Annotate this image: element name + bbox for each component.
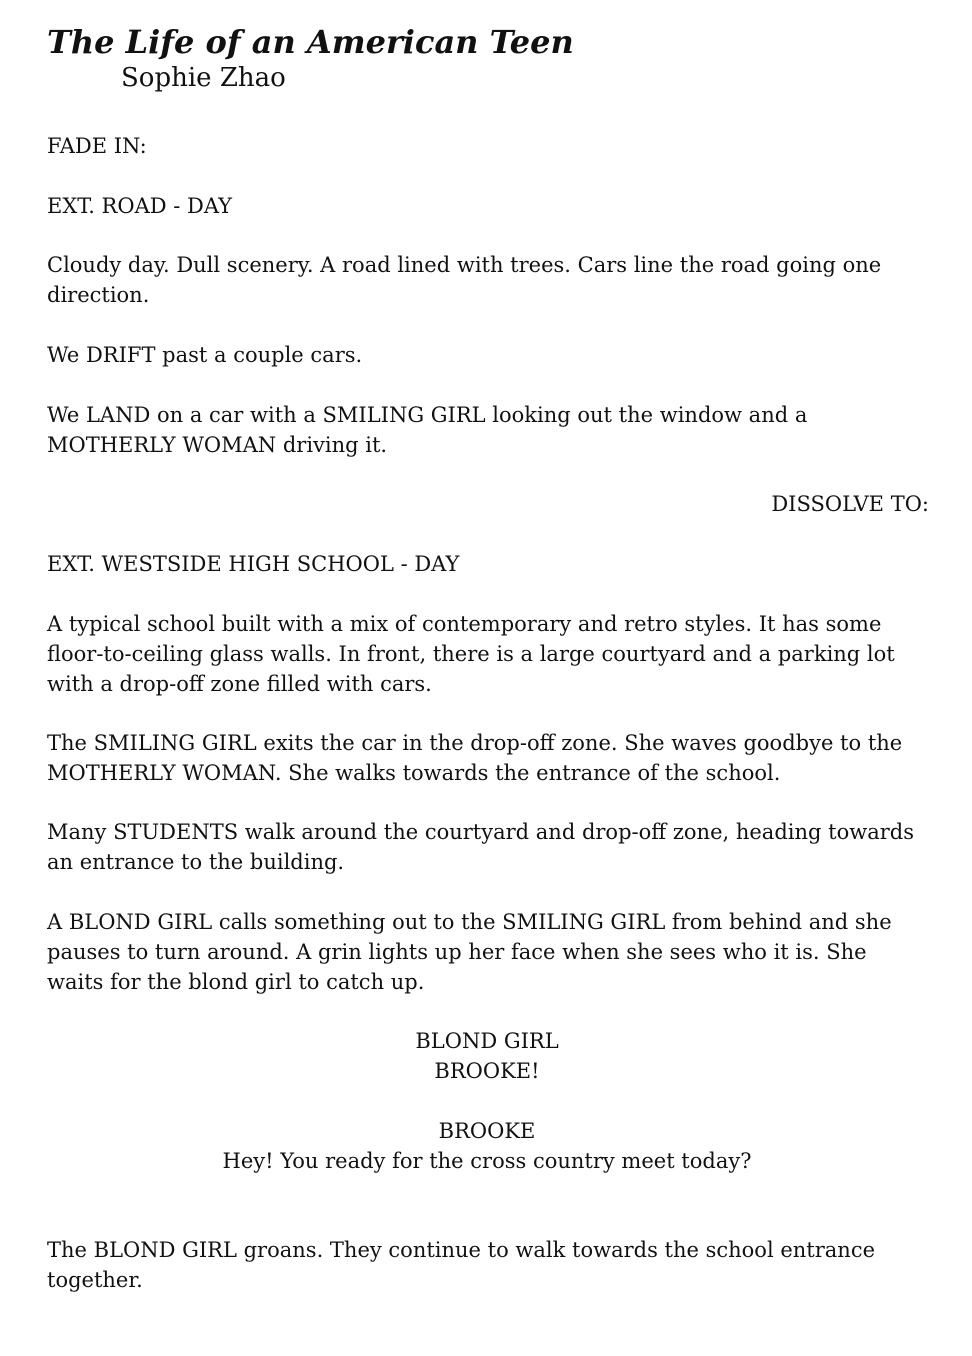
dialogue-character-blond-girl: BLOND GIRL bbox=[415, 1029, 559, 1053]
transition-dissolve: DISSOLVE TO: bbox=[771, 492, 929, 516]
document-title: The Life of an American Teen bbox=[47, 23, 574, 61]
scene-heading-school: EXT. WESTSIDE HIGH SCHOOL - DAY bbox=[47, 552, 460, 576]
action-blond-girl: A BLOND GIRL calls something out to the SMILING GIRL from behind and she pauses to turn around. A grin lights up her face when she sees who it is. She waits for the blond girl to catch up. bbox=[47, 910, 892, 994]
action-cloudy-day: Cloudy day. Dull scenery. A road lined with trees. Cars line the road going one direction. bbox=[47, 253, 882, 307]
action-groans: The BLOND GIRL groans. They continue to walk towards the school entrance together. bbox=[47, 1238, 876, 1292]
document-author: Sophie Zhao bbox=[121, 63, 286, 93]
action-students: Many STUDENTS walk around the courtyard and drop-off zone, heading towards an entrance to the building. bbox=[47, 820, 914, 874]
dialogue-line-brooke: BROOKE! bbox=[434, 1059, 540, 1083]
scene-heading-road: EXT. ROAD - DAY bbox=[47, 194, 233, 218]
action-school-description: A typical school built with a mix of contemporary and retro styles. It has some floor-to-ceiling glass walls. In front, there is a large courtyard and a parking lot with a drop-off zone filled with cars. bbox=[47, 612, 895, 696]
action-land: We LAND on a car with a SMILING GIRL looking out the window and a MOTHERLY WOMAN driving it. bbox=[47, 403, 808, 457]
dialogue-character-brooke: BROOKE bbox=[438, 1119, 536, 1143]
action-drift: We DRIFT past a couple cars. bbox=[47, 343, 363, 367]
action-girl-exits: The SMILING GIRL exits the car in the drop-off zone. She waves goodbye to the MOTHERLY WOMAN. She walks towards the entrance of the school. bbox=[47, 731, 903, 785]
transition-fade-in: FADE IN: bbox=[47, 134, 147, 158]
dialogue-line-hey: Hey! You ready for the cross country meet today? bbox=[222, 1149, 752, 1173]
